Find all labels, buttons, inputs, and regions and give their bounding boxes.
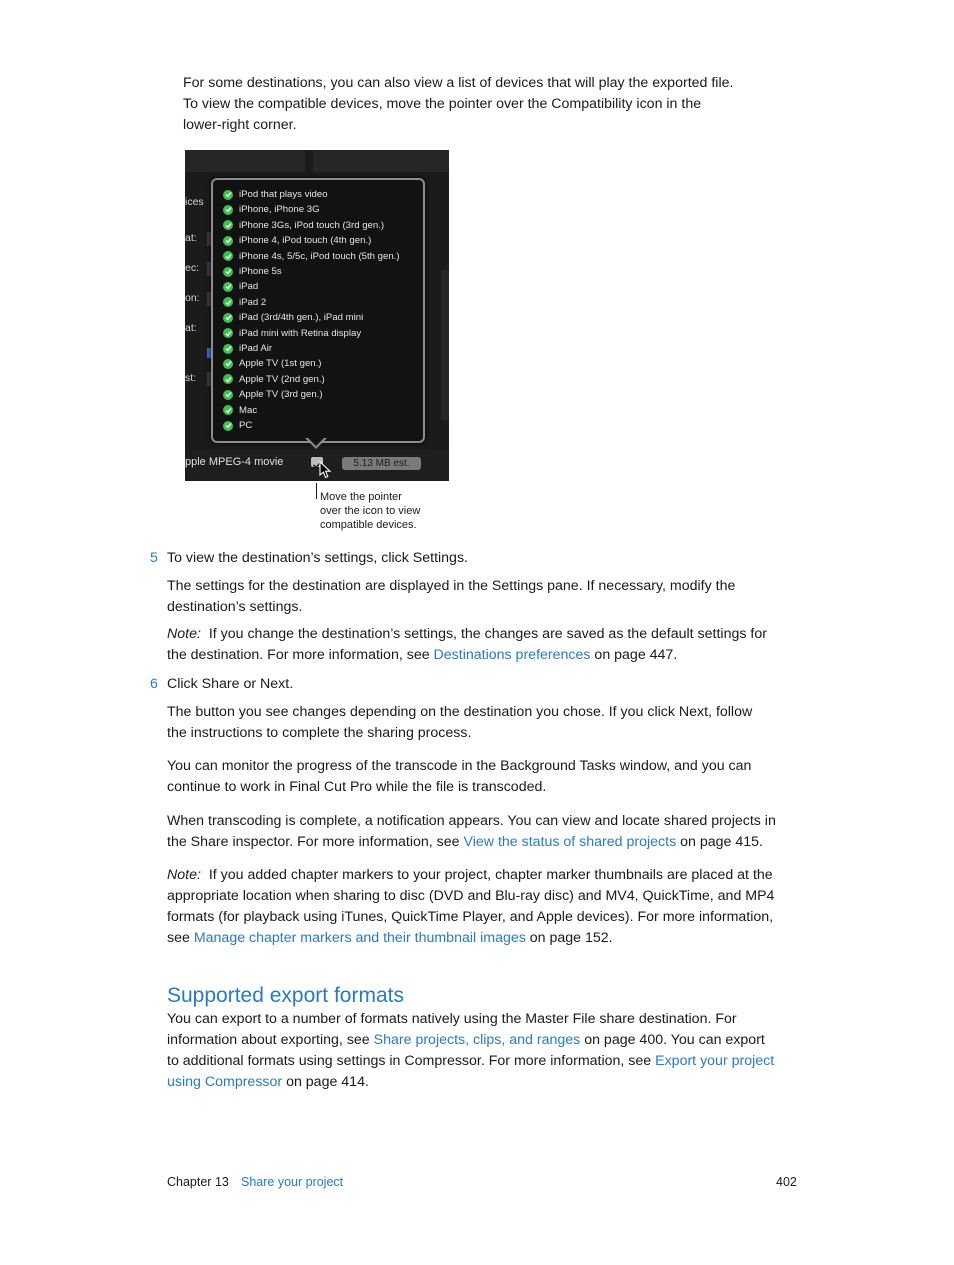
step-text: To view the destination’s settings, click Settings. (167, 550, 468, 566)
checkmark-icon (223, 421, 233, 431)
step5-note (167, 624, 807, 666)
paragraph-text: the Share inspector. For more information, see (167, 834, 464, 850)
device-item (223, 418, 252, 433)
checkmark-icon (223, 313, 233, 323)
checkmark-icon (223, 390, 233, 400)
format-label: pple MPEG-4 movie (185, 456, 284, 468)
checkmark-icon (223, 297, 233, 307)
device-item (223, 341, 272, 356)
device-item (223, 202, 320, 217)
device-label: iPhone 5s (239, 266, 282, 277)
checkmark-icon (223, 236, 233, 246)
device-label: iPad Air (239, 343, 273, 354)
paragraph-line: destination’s settings. (167, 599, 303, 615)
note-text: If you added chapter markers to your project, chapter marker thumbnails are placed at the (208, 867, 773, 883)
device-item (223, 279, 258, 294)
footer-chapter: Chapter 13 (167, 1175, 229, 1189)
footer-chapter-link[interactable]: Share your project (241, 1175, 344, 1189)
device-item (223, 218, 384, 233)
device-label: iPod that plays video (239, 189, 328, 200)
paragraph-text: to additional formats using settings in Compressor. For more information, see (167, 1053, 656, 1069)
device-label: Apple TV (3rd gen.) (239, 389, 323, 401)
paragraph-line: You can monitor the progress of the transcode in the Background Tasks window, and you can (167, 758, 752, 774)
device-label: Mac (239, 404, 258, 416)
checkmark-icon (223, 282, 233, 292)
device-label: iPhone 4s, 5/5c, iPod touch (5th gen.) (239, 250, 400, 262)
note-text: on page 152. (525, 930, 613, 946)
destinations-preferences-link[interactable]: Destinations preferences (433, 647, 591, 663)
intro-line: lower-right corner. (183, 117, 297, 133)
intro-paragraph (183, 73, 823, 136)
checkmark-icon (223, 405, 233, 415)
paragraph-line: continue to work in Final Cut Pro while the file is transcoded. (167, 779, 547, 795)
step6-paragraph (167, 756, 807, 798)
paragraph-text: on page 400. You can export (580, 1032, 765, 1048)
device-label: iPad mini with Retina display (239, 327, 362, 339)
intro-line: To view the compatible devices, move the pointer over the Compatibility icon in the (183, 96, 702, 112)
device-label: iPhone 4, iPod touch (4th gen.) (239, 235, 372, 247)
device-item (223, 310, 363, 325)
device-item (223, 295, 266, 310)
device-item (223, 372, 325, 387)
step6-paragraph (167, 811, 807, 853)
device-label: PC (239, 420, 253, 431)
section-heading: Supported export formats (167, 984, 404, 1007)
callout-leader-line (316, 483, 317, 499)
device-item (223, 264, 282, 279)
intro-line: For some destinations, you can also view a list of devices that will play the exported file. (183, 75, 734, 91)
checkmark-icon (223, 374, 233, 384)
settings-label: at: (185, 322, 197, 334)
checkmark-icon (223, 205, 233, 215)
size-estimate-badge: 5.13 MB est. (342, 457, 421, 470)
step-number: 5 (150, 550, 158, 566)
export-compressor-link-cont[interactable]: using Compressor (167, 1074, 283, 1090)
settings-label: st: (185, 372, 197, 384)
section-paragraph (167, 1009, 827, 1093)
manage-chapter-markers-link[interactable]: Manage chapter markers and their thumbnail images (193, 930, 526, 946)
device-label: iPad (3rd/4th gen.), iPad mini (239, 312, 364, 324)
export-compressor-link[interactable]: Export your project (655, 1053, 775, 1069)
device-label: iPhone 3Gs, iPod touch (3rd gen.) (239, 219, 385, 231)
device-item (223, 356, 321, 371)
note-text: appropriate location when sharing to disc (DVD and Blu-ray disc) and MV4, QuickTime, and MP4 (167, 888, 775, 904)
paragraph-line: The button you see changes depending on the destination you chose. If you click Next, follow (167, 704, 753, 720)
checkmark-icon (223, 190, 233, 200)
callout-line: compatible devices. (320, 519, 417, 531)
device-item (223, 249, 400, 264)
device-item (223, 387, 323, 402)
callout-line: over the icon to view (320, 505, 421, 517)
checkmark-icon (223, 220, 233, 230)
view-status-link[interactable]: View the status of shared projects (463, 834, 677, 850)
settings-label: on: (185, 292, 200, 304)
paragraph-text: on page 414. (282, 1074, 369, 1090)
device-label: iPad (239, 281, 259, 293)
arrow-cursor-icon (319, 461, 333, 479)
callout-line: Move the pointer (320, 491, 402, 503)
step6-note (167, 865, 807, 949)
paragraph-line: The settings for the destination are displayed in the Settings pane. If necessary, modify the (167, 578, 736, 594)
checkmark-icon (223, 267, 233, 277)
compatible-devices-popover (211, 178, 425, 443)
paragraph-text: on page 415. (676, 834, 763, 850)
step-number: 6 (150, 676, 158, 692)
device-label: Apple TV (1st gen.) (239, 358, 322, 370)
step5-paragraph (167, 576, 807, 618)
note-text: see (167, 930, 194, 946)
note-label: Note: (167, 626, 201, 642)
note-text: If you change the destination’s settings, the changes are saved as the default settings for (208, 626, 767, 642)
callout-text (320, 490, 420, 532)
settings-label: ec: (185, 262, 200, 274)
paragraph-line: When transcoding is complete, a notification appears. You can view and locate shared projects in (167, 813, 776, 829)
device-item (223, 403, 257, 418)
checkmark-icon (223, 344, 233, 354)
note-label: Note: (167, 867, 201, 883)
note-text: formats (for playback using iTunes, QuickTime Player, and Apple devices). For more information, (167, 909, 774, 925)
paragraph-text: information about exporting, see (167, 1032, 374, 1048)
background-panel (441, 270, 449, 420)
page-number: 402 (776, 1175, 797, 1189)
device-label: iPad 2 (239, 296, 267, 308)
settings-label: ices (185, 196, 204, 208)
note-text: the destination. For more information, see (167, 647, 434, 663)
background-panel (185, 150, 305, 172)
checkmark-icon (223, 359, 233, 369)
settings-label: at: (185, 232, 197, 244)
compatibility-screenshot (185, 150, 449, 481)
share-projects-link[interactable]: Share projects, clips, and ranges (373, 1032, 581, 1048)
device-item (223, 187, 328, 202)
step-text: Click Share or Next. (167, 676, 294, 692)
paragraph-line: You can export to a number of formats natively using the Master File share destination. For (167, 1011, 737, 1027)
device-item (223, 326, 361, 341)
step6-paragraph (167, 702, 807, 744)
checkmark-icon (223, 251, 233, 261)
checkmark-icon (223, 328, 233, 338)
popover-pointer-fill (307, 437, 325, 446)
background-panel (313, 150, 449, 172)
device-label: Apple TV (2nd gen.) (239, 373, 325, 385)
device-item (223, 233, 371, 248)
note-text: on page 447. (590, 647, 678, 663)
device-label: iPhone, iPhone 3G (239, 204, 320, 216)
paragraph-line: the instructions to complete the sharing process. (167, 725, 472, 741)
